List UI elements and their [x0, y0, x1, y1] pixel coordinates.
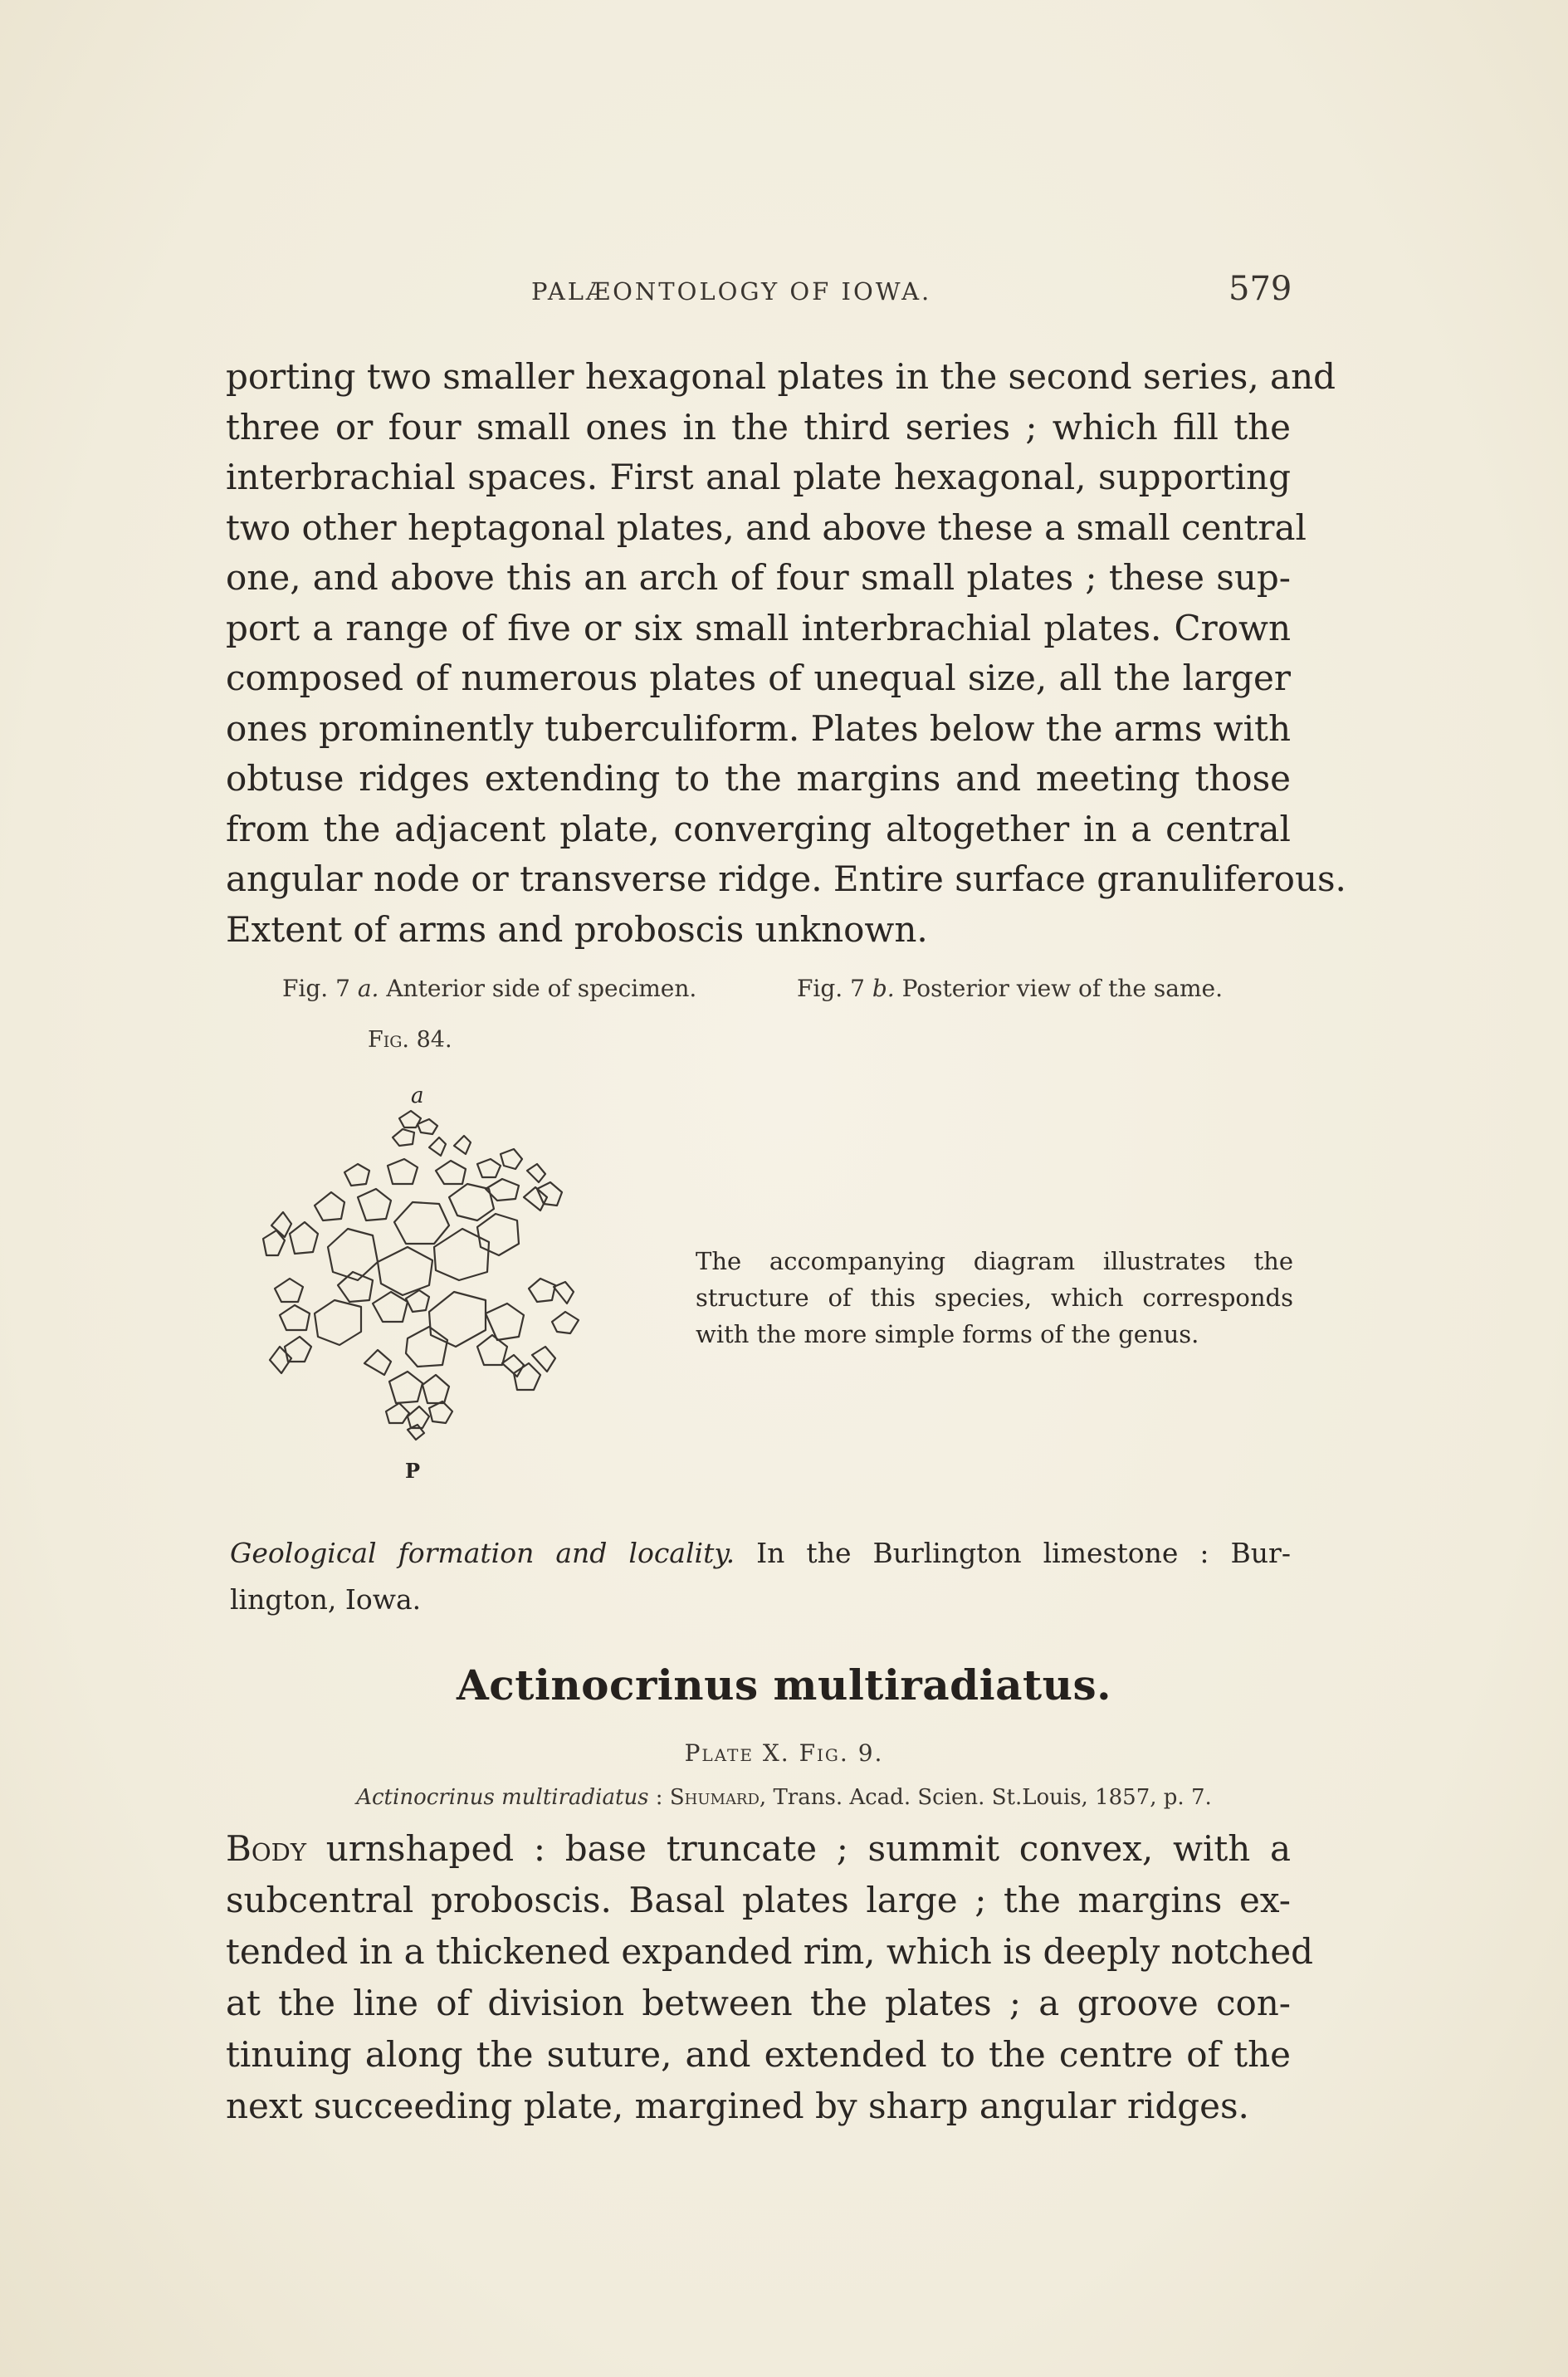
figure-note [696, 1243, 1293, 1352]
citation [0, 1785, 1568, 1810]
text-line: obtuse ridges extending to the margins and meeting those [226, 758, 1291, 799]
text-line-rest: urnshaped : base truncate ; summit convex, with a [325, 1828, 1291, 1869]
caption-fig-letter: a. [357, 975, 379, 1002]
text-line [226, 1823, 1291, 1875]
diagram-letter-p: P [405, 1459, 421, 1483]
caption-fig-letter: b. [872, 975, 895, 1002]
text-line: port a range of five or six small interbrachial plates. Crown [226, 607, 1291, 648]
caption-text: Anterior side of specimen. [386, 975, 697, 1002]
text-line: angular node or transverse ridge. Entire surface granuliferous. [226, 858, 1346, 899]
text-line: structure of this species, which corresponds [696, 1284, 1293, 1312]
figure-label: Fig. 84. [368, 1027, 452, 1053]
text-line [230, 1530, 1291, 1577]
locality-paragraph [230, 1530, 1291, 1623]
text-line: ones prominently tuberculiform. Plates below the arms with [226, 707, 1291, 749]
citation-author: Shumard, [669, 1785, 767, 1810]
paragraph-body-description [226, 1823, 1314, 2132]
caption-anterior [282, 975, 696, 1002]
citation-separator: : [655, 1785, 663, 1810]
text-line: tinuing along the suture, and extended to the centre of the [226, 2034, 1291, 2075]
text-line: one, and above this an arch of four small plates ; these sup- [226, 557, 1291, 598]
caption-fig-ref: Fig. 7 [282, 975, 350, 1002]
plate-reference: Plate X. Fig. 9. [684, 1739, 884, 1767]
text-line: porting two smaller hexagonal plates in the second series, and [226, 356, 1336, 397]
citation-species: Actinocrinus multiradiatus [356, 1785, 649, 1810]
running-header: PALÆONTOLOGY OF IOWA. [531, 277, 932, 306]
text-line: composed of numerous plates of unequal size, all the larger [226, 658, 1291, 698]
text-line: interbrachial spaces. First anal plate hexagonal, supporting [226, 457, 1291, 497]
text-line: Extent of arms and proboscis unknown. [226, 908, 928, 950]
diagram-letter-a: a [411, 1083, 424, 1108]
text-line: from the adjacent plate, converging altogether in a central [226, 808, 1291, 849]
plate-diagram [237, 1073, 660, 1504]
locality-text: In the Burlington limestone : Bur- [756, 1537, 1291, 1569]
text-line: subcentral proboscis. Basal plates large ; the margins ex- [226, 1880, 1291, 1920]
text-line: tended in a thickened expanded rim, which is deeply notched [226, 1931, 1314, 1972]
text-line: The accompanying diagram illustrates the [696, 1247, 1293, 1275]
text-line: three or four small ones in the third series ; which fill the [226, 406, 1291, 448]
lead-word: Body [226, 1828, 307, 1869]
text-line: next succeeding plate, margined by sharp angular ridges. [226, 2086, 1249, 2126]
citation-rest: Trans. Acad. Scien. St.Louis, 1857, p. 7. [773, 1785, 1212, 1810]
locality-label: Geological formation and locality. [230, 1537, 735, 1569]
text-line: at the line of division between the plates ; a groove con- [226, 1983, 1291, 2023]
page-number: 579 [1229, 270, 1292, 308]
species-title: Actinocrinus multiradiatus. [456, 1660, 1111, 1709]
paragraph-description [226, 352, 1346, 955]
text-line: with the more simple forms of the genus. [696, 1320, 1199, 1348]
caption-text: Posterior view of the same. [901, 975, 1223, 1002]
caption-fig-ref: Fig. 7 [797, 975, 865, 1002]
text-line: two other heptagonal plates, and above these a small central [226, 506, 1307, 548]
plate-diagram-svg [237, 1073, 660, 1504]
caption-posterior [797, 975, 1223, 1002]
text-line: lington, Iowa. [230, 1583, 422, 1616]
